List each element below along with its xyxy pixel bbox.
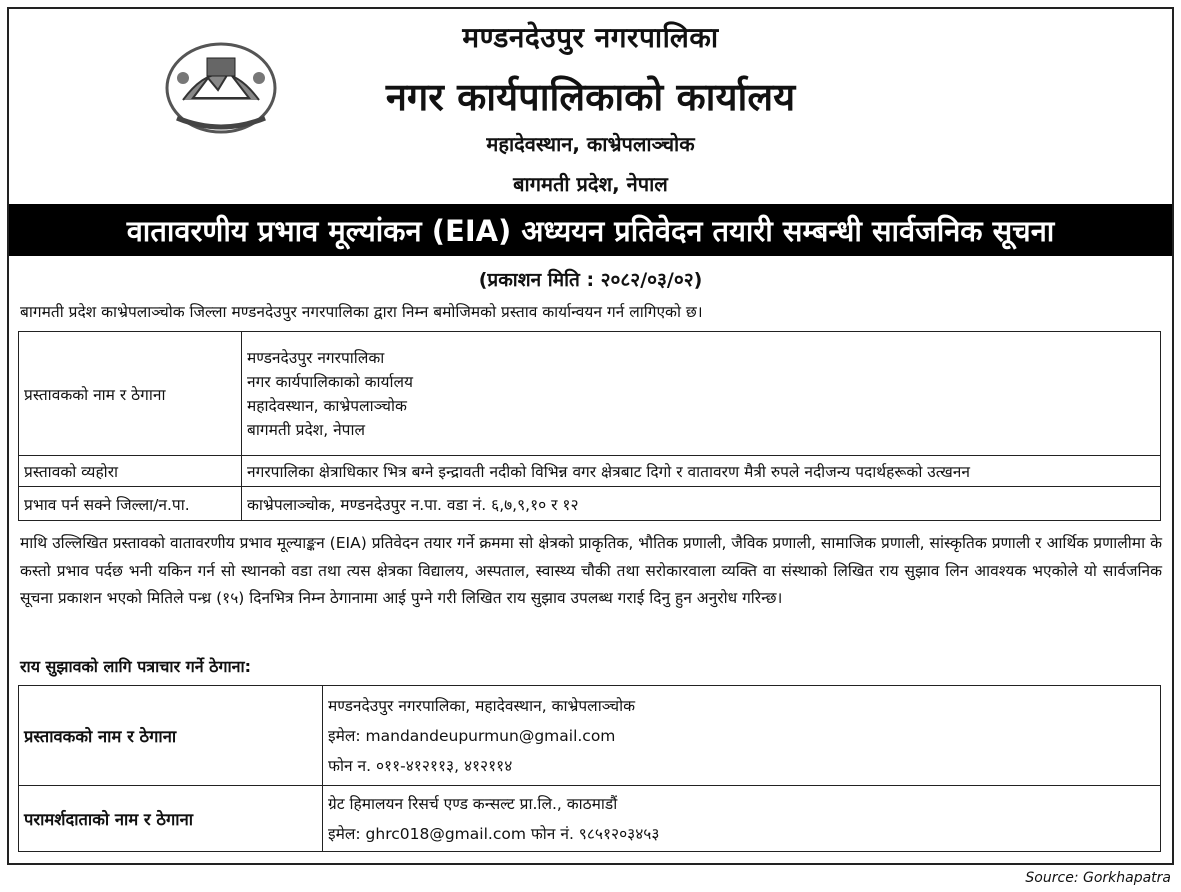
- proposal-table: [18, 331, 1161, 521]
- value-line: इमेल: ghrc018@gmail.com फोन नं. ९८५१२०३४५३: [328, 824, 660, 843]
- office-province: बागमती प्रदेश, नेपाल: [513, 172, 668, 196]
- table-row: [19, 456, 1161, 487]
- publish-date: (प्रकाशन मिति : २०८२/०३/०२): [478, 269, 703, 291]
- notice-title-banner: [9, 204, 1172, 256]
- row-label: प्रस्तावकको नाम र ठेगाना: [19, 332, 242, 456]
- value-line: मण्डनदेउपुर नगरपालिका, महादेवस्थान, काभ्रेपलाञ्चोक: [328, 696, 636, 715]
- row-label: प्रस्तावको व्यहोरा: [19, 456, 242, 487]
- body-paragraph: माथि उल्लिखित प्रस्तावको वातावरणीय प्रभाव मूल्याङ्कन (EIA) प्रतिवेदन तयार गर्ने क्रममा सो क्षेत्रको प्राकृतिक, भौतिक प्रणाली, जैविक प्रणाली, सामाजिक प्रणाली, सांस्कृतिक प्रणाली र आर्थिक प्रणालीमा के कस्तो प्रभाव पर्दछ भनी यकिन गर्न सो स्थानको वडा तथा त्यस क्षेत्रका विद्यालय, अस्पताल, स्वास्थ्य चौकी तथा सरोकारवाला व्यक्ति वा संस्थाको लिखित राय सुझाव लिन आवश्यक भएकोले यो सार्वजनिक सूचना प्रकाशन भएको मितिले पन्ध्र (१५) दिनभित्र निम्न ठेगानामा आई पुग्ने गरी लिखित राय सुझाव उपलब्ध गराई दिनु हुन अनुरोध गरिन्छ।: [20, 534, 1162, 607]
- row-value: [242, 332, 1161, 456]
- office-location: महादेवस्थान, काभ्रेपलाञ्चोक: [486, 132, 695, 156]
- row-value: काभ्रेपलाञ्चोक, मण्डनदेउपुर न.पा. वडा नं. ६,७,९,१० र १२: [242, 487, 1161, 521]
- row-label: प्रभाव पर्न सक्ने जिल्ला/न.पा.: [19, 487, 242, 521]
- value-line: ग्रेट हिमालयन रिसर्च एण्ड कन्सल्ट प्रा.लि., काठमाडौं: [328, 794, 618, 813]
- row-value: [323, 686, 1161, 786]
- row-value: [323, 786, 1161, 852]
- table-row: [19, 786, 1161, 852]
- value-line: इमेल: mandandeupurmun@gmail.com: [328, 726, 616, 745]
- table-row: [19, 487, 1161, 521]
- row-label: प्रस्तावकको नाम र ठेगाना: [19, 686, 323, 786]
- correspondence-table: [18, 685, 1161, 852]
- source-credit: Source: Gorkhapatra: [1025, 870, 1171, 886]
- row-value: नगरपालिका क्षेत्राधिकार भित्र बग्ने इन्द्रावती नदीको विभिन्न वगर क्षेत्रबाट दिगो र वातावरण मैत्री रुपले नदीजन्य पदार्थहरूको उत्खनन: [242, 456, 1161, 487]
- municipality-name: मण्डनदेउपुर नगरपालिका: [462, 21, 719, 54]
- table-row: [19, 332, 1161, 456]
- intro-text: बागमती प्रदेश काभ्रेपलाञ्चोक जिल्ला मण्डनदेउपुर नगरपालिका द्वारा निम्न बमोजिमको प्रस्ताव कार्यान्वयन गर्न लागिएको छ।: [20, 303, 703, 321]
- correspondence-heading: राय सुझावको लागि पत्राचार गर्ने ठेगाना:: [20, 657, 252, 676]
- row-label: परामर्शदाताको नाम र ठेगाना: [19, 786, 323, 852]
- notice-title: वातावरणीय प्रभाव मूल्यांकन (EIA) अध्ययन प्रतिवेदन तयारी सम्बन्धी सार्वजनिक सूचना: [126, 213, 1055, 248]
- value-line: फोन न. ०११-४१२११३, ४१२११४: [328, 756, 513, 775]
- table-row: [19, 686, 1161, 786]
- value-line: मण्डनदेउपुर नगरपालिका: [247, 348, 385, 367]
- value-line: बागमती प्रदेश, नेपाल: [247, 420, 366, 439]
- value-line: महादेवस्थान, काभ्रेपलाञ्चोक: [247, 396, 407, 415]
- value-line: नगर कार्यपालिकाको कार्यालय: [247, 372, 414, 391]
- office-name: नगर कार्यपालिकाको कार्यालय: [385, 75, 796, 119]
